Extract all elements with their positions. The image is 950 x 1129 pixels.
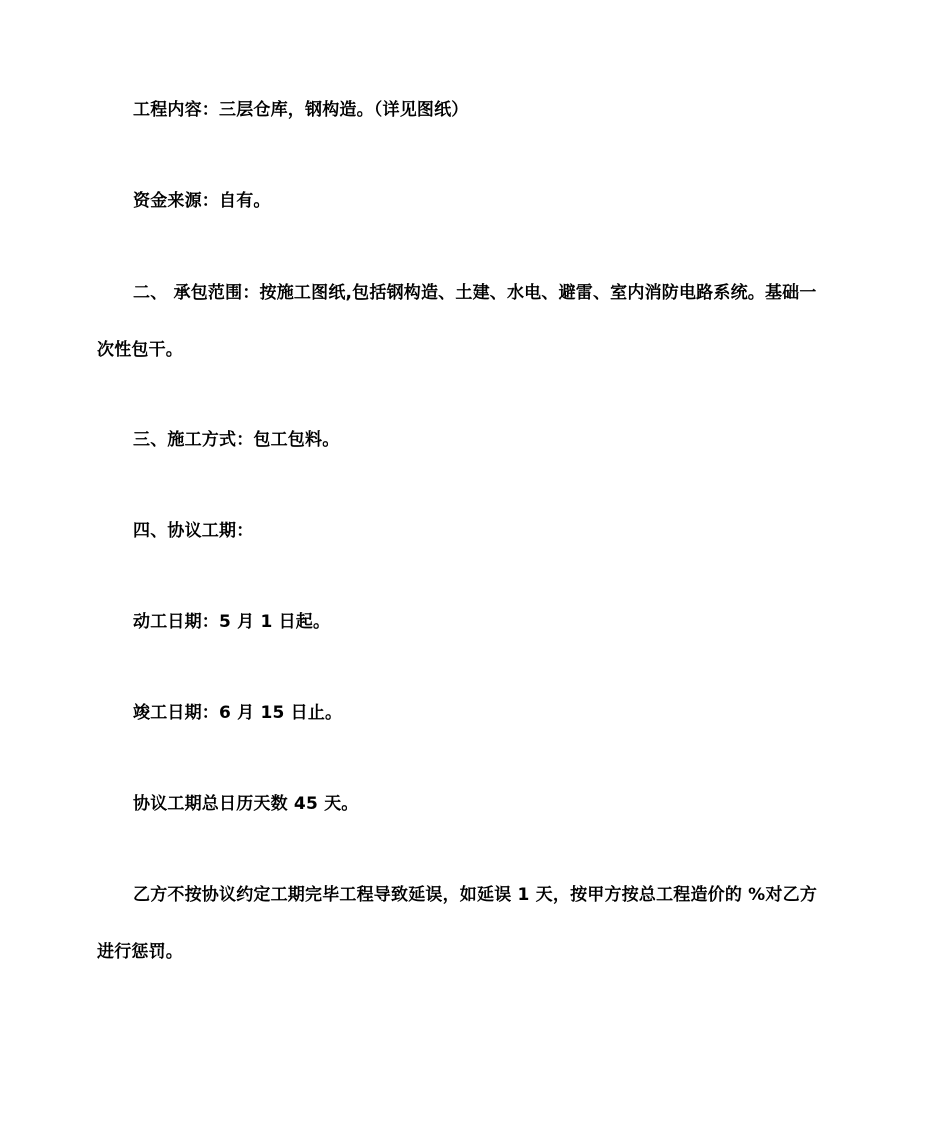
contract-scope-line-cont: 次性包干。 [97, 340, 183, 360]
start-date-line: 动工日期：5 月 1 日起。 [133, 612, 331, 632]
funding-source-line: 资金来源：自有。 [133, 191, 271, 211]
project-content-line: 工程内容：三层仓库，钢构造。（详见图纸） [133, 100, 469, 120]
completion-date-line: 竣工日期：6 月 15 日止。 [133, 703, 343, 723]
agreement-period-heading: 四、协议工期： [133, 521, 254, 541]
delay-penalty-line: 乙方不按协议约定工期完毕工程导致延误，如延误 1 天，按甲方按总工程造价的 %对乙方 [133, 885, 818, 905]
construction-method-line: 三、施工方式：包工包料。 [133, 430, 340, 450]
delay-penalty-line-cont: 进行惩罚。 [97, 942, 183, 962]
total-days-line: 协议工期总日历天数 45 天。 [133, 794, 359, 814]
contract-scope-line: 二、 承包范围：按施工图纸,包括钢构造、土建、水电、避雷、室内消防电路系统。基础一 [133, 283, 817, 303]
